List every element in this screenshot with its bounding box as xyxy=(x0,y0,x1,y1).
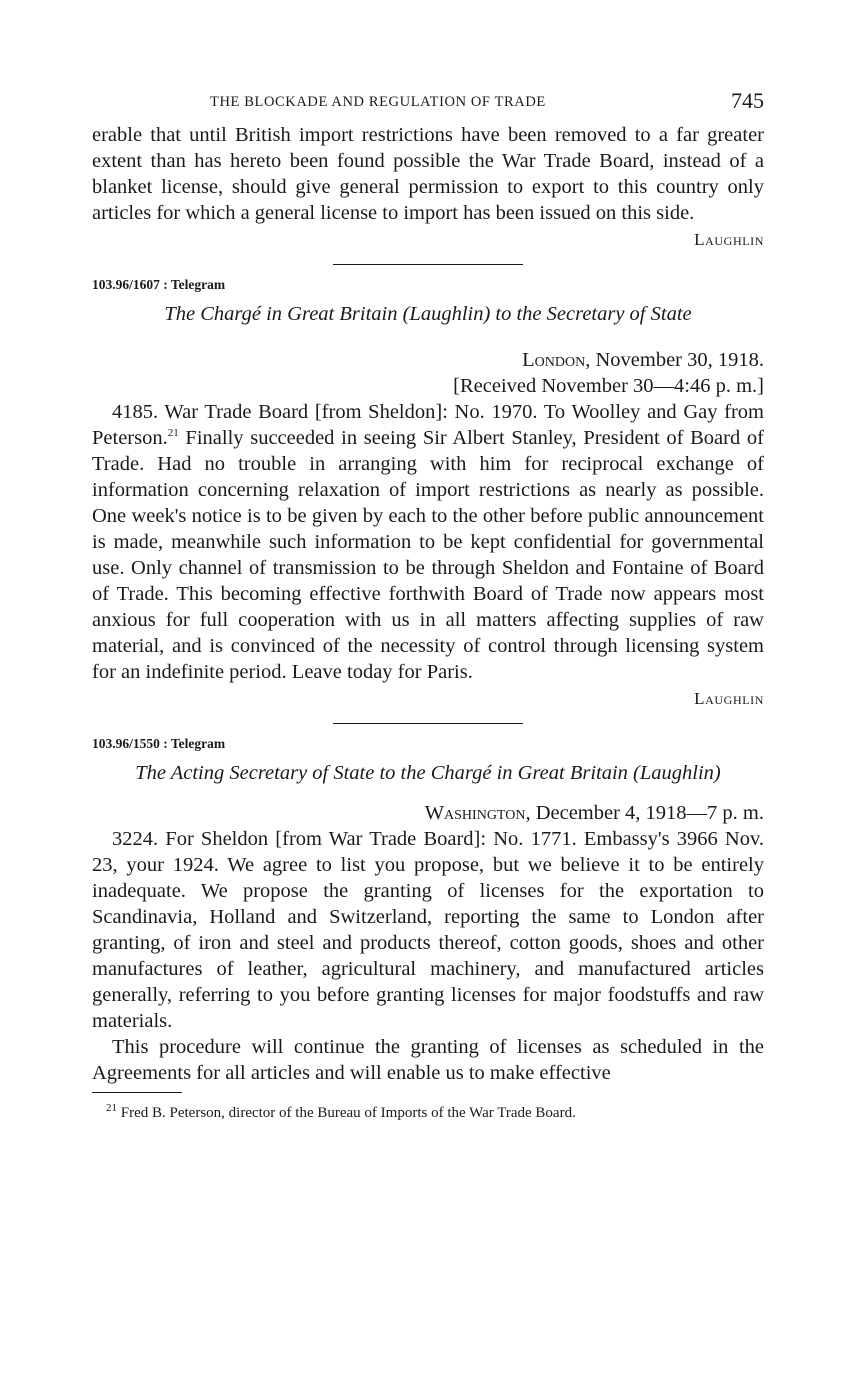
section-divider xyxy=(333,723,523,724)
telegram-body-1 xyxy=(92,399,764,685)
footnote-divider xyxy=(92,1092,182,1093)
running-title: THE BLOCKADE AND REGULATION OF TRADE xyxy=(210,94,546,110)
dateline-date-1: , November 30, 1918. xyxy=(585,349,764,371)
footnote-text: Fred B. Peterson, director of the Bureau of Imports of the War Trade Board. xyxy=(117,1105,576,1121)
dateline-date-2: , December 4, 1918—7 p. m. xyxy=(525,802,764,824)
dateline-place-2: Washington xyxy=(424,802,526,824)
section-divider xyxy=(333,264,523,265)
document-title-1: The Chargé in Great Britain (Laughlin) to the Secretary of State xyxy=(164,303,692,325)
received-line: [Received November 30—4:46 p. m.] xyxy=(453,375,764,397)
file-number-2: 103.96/1550 : Telegram xyxy=(92,736,226,751)
dateline-place-1: London xyxy=(522,349,586,371)
dateline-2 xyxy=(92,800,764,826)
body-1-part-b: Finally succeeded in seeing Sir Albert Stanley, President of Board of Trade. Had no trouble in arranging with him for reciprocal exchange of information concerning relaxation of import restrictions as nearly as possible. One week's notice is to be given by each to the other before public announcement is made, meanwhile such information to be kept confidential for governmental use. Only channel of transmission to be through Sheldon and Fontaine of Board of Trade. This becoming effective forthwith Board of Trade now appears most anxious for full cooperation with us in all matters affecting supplies of raw material, and is convinced of the necessity of control through licensing system for an indefinite period. Leave today for Paris. xyxy=(92,427,764,683)
footnote-number: 21 xyxy=(106,1102,117,1114)
page xyxy=(92,86,764,1123)
page-header xyxy=(92,86,764,122)
footnote-21 xyxy=(92,1103,764,1123)
file-number-1: 103.96/1607 : Telegram xyxy=(92,277,226,292)
footnote-ref-21: 21 xyxy=(167,427,179,440)
body-1-part-a: 4185. War Trade Board [from Sheldon]: No. 1970. To Woolley and Gay from Peterson. xyxy=(92,401,764,449)
signature-laughlin-1: Laughlin xyxy=(694,230,764,249)
continuation-paragraph: erable that until British import restrictions have been removed to a far greater extent than has hereto been found possible the War Trade Board, instead of a blanket license, should give general permission to export to this country only articles for which a general license to import has been issued on this side. xyxy=(92,124,764,224)
telegram-body-2: 3224. For Sheldon [from War Trade Board]: No. 1771. Embassy's 3966 Nov. 23, your 1924. We agree to list you propose, but we believe it to be entirely inadequate. We propose the granting of licenses for the exportation to Scandinavia, Holland and Switzerland, reporting the same to London after granting, of iron and steel and products thereof, cotton goods, shoes and other manufactures of leather, agricultural machinery, and manufactured articles generally, referring to you before granting licenses for major foodstuffs and raw materials. xyxy=(92,828,764,1032)
telegram-body-2-continued: This procedure will continue the granting of licenses as scheduled in the Agreements for all articles and will enable us to make effective xyxy=(92,1036,764,1084)
document-title-2: The Acting Secretary of State to the Chargé in Great Britain (Laughlin) xyxy=(135,762,721,784)
dateline-1 xyxy=(92,347,764,373)
page-number: 745 xyxy=(731,88,764,113)
signature-laughlin-2: Laughlin xyxy=(694,689,764,708)
